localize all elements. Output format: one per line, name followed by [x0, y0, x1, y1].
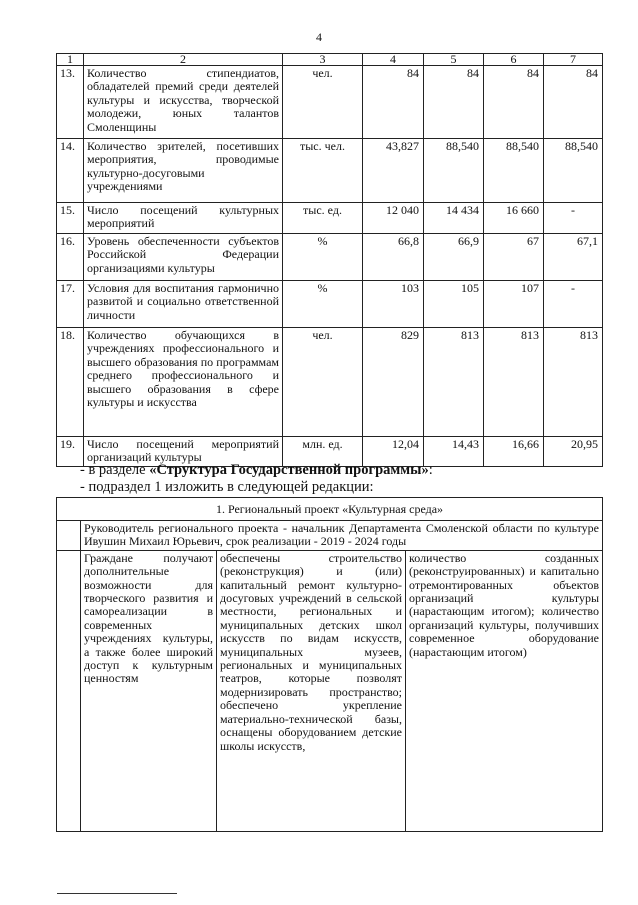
indicators-table: [56, 53, 603, 467]
value-cell: 88,540: [484, 139, 544, 203]
value-cell: -: [544, 281, 603, 328]
section-title: «Структура Государственной программы»: [149, 462, 429, 478]
value-cell: 66,9: [424, 234, 484, 281]
footnote-separator: [57, 893, 177, 894]
empty-cell: [57, 521, 81, 551]
row-number: 18.: [57, 328, 84, 437]
value-cell: 43,827: [363, 139, 424, 203]
instruction-prefix: - в разделе: [80, 462, 150, 478]
value-cell: 105: [424, 281, 484, 328]
indicator-unit: %: [283, 234, 363, 281]
indicator-name: Уровень обеспеченности субъектов Российской Федерации организациями культуры: [84, 234, 283, 281]
project-indicators-cell: количество созданных (реконструированных) и капитально отремонтированных объектов организаций культуры (нарастающим итогом); количество организаций культуры, получивших современное оборудование (нарастающим итогом): [406, 550, 603, 831]
value-cell: 88,540: [544, 139, 603, 203]
table-row: [57, 234, 603, 281]
indicator-unit: млн. ед.: [283, 437, 363, 467]
project-title-row: [57, 498, 603, 521]
project-table: [56, 497, 603, 832]
value-cell: 84: [544, 66, 603, 139]
row-number: 13.: [57, 66, 84, 139]
indicator-name: Количество обучающихся в учреждениях профессионального и высшего образования по программам среднего профессионального и высшего образования в сфере культуры и искусства: [84, 328, 283, 437]
section-instruction: [80, 462, 433, 479]
value-cell: 813: [544, 328, 603, 437]
value-cell: 84: [424, 66, 484, 139]
row-number: 15.: [57, 203, 84, 234]
value-cell: 20,95: [544, 437, 603, 467]
table-row: [57, 66, 603, 139]
table-row: [57, 281, 603, 328]
value-cell: 16,66: [484, 437, 544, 467]
value-cell: 88,540: [424, 139, 484, 203]
project-tasks-cell: обеспечены строительство (реконструкция) и (или) капитальный ремонт культурно-досуговых учреждений в сельской местности, региональных и муниципальных детских школ искусств по видам искусств, муниципальных музеев, региональных и муниципальных театров, которые позволят модернизировать пространство; обеспечено укрепление материально-технической базы, оснащены оборудованием детские школы искусств,: [217, 550, 406, 831]
row-number: 14.: [57, 139, 84, 203]
indicator-name: Количество стипендиатов, обладателей премий среди деятелей культуры и искусства, творческой молодежи, юных талантов Смоленщины: [84, 66, 283, 139]
indicator-unit: тыс. ед.: [283, 203, 363, 234]
value-cell: 84: [484, 66, 544, 139]
indicator-name: Условия для воспитания гармонично развитой и социально ответственной личности: [84, 281, 283, 328]
value-cell: 103: [363, 281, 424, 328]
empty-cell: [57, 550, 81, 831]
value-cell: -: [544, 203, 603, 234]
value-cell: 12,04: [363, 437, 424, 467]
indicator-unit: тыс. чел.: [283, 139, 363, 203]
value-cell: 14 434: [424, 203, 484, 234]
value-cell: 67: [484, 234, 544, 281]
project-goal-cell: Граждане получают дополнительные возможности для творческого развития и самореализации в современных учреждениях культуры, а также более широкий доступ к культурным ценностям: [81, 550, 217, 831]
page-number: 4: [316, 30, 322, 44]
subsection-instruction: - подраздел 1 изложить в следующей редакции:: [80, 479, 374, 495]
table-header-row: [57, 54, 603, 66]
row-number: 17.: [57, 281, 84, 328]
indicator-unit: чел.: [283, 328, 363, 437]
value-cell: 66,8: [363, 234, 424, 281]
header-cell: 5: [424, 54, 484, 66]
instruction-suffix: :: [428, 462, 433, 478]
header-cell: 2: [84, 54, 283, 66]
value-cell: 84: [363, 66, 424, 139]
indicator-name: Число посещений мероприятий организаций культуры: [84, 437, 283, 467]
value-cell: 14,43: [424, 437, 484, 467]
project-content-row: [57, 550, 603, 831]
row-number: 19.: [57, 437, 84, 467]
indicator-unit: %: [283, 281, 363, 328]
header-cell: 4: [363, 54, 424, 66]
value-cell: 107: [484, 281, 544, 328]
project-lead-row: [57, 521, 603, 551]
value-cell: 829: [363, 328, 424, 437]
table-row: [57, 328, 603, 437]
header-cell: 1: [57, 54, 84, 66]
indicator-name: Количество зрителей, посетивших мероприятия, проводимые культурно-досуговыми учреждениями: [84, 139, 283, 203]
indicator-name: Число посещений культурных мероприятий: [84, 203, 283, 234]
indicator-unit: чел.: [283, 66, 363, 139]
value-cell: 12 040: [363, 203, 424, 234]
header-cell: 6: [484, 54, 544, 66]
value-cell: 67,1: [544, 234, 603, 281]
header-cell: 3: [283, 54, 363, 66]
value-cell: 16 660: [484, 203, 544, 234]
value-cell: 813: [484, 328, 544, 437]
row-number: 16.: [57, 234, 84, 281]
header-cell: 7: [544, 54, 603, 66]
value-cell: 813: [424, 328, 484, 437]
table-row: [57, 139, 603, 203]
project-title: 1. Региональный проект «Культурная среда»: [57, 498, 603, 521]
project-lead: Руководитель регионального проекта - начальник Департамента Смоленской области по культуре Ивушин Михаил Юрьевич, срок реализации - 2019 - 2024 годы: [81, 521, 603, 551]
table-row: [57, 203, 603, 234]
